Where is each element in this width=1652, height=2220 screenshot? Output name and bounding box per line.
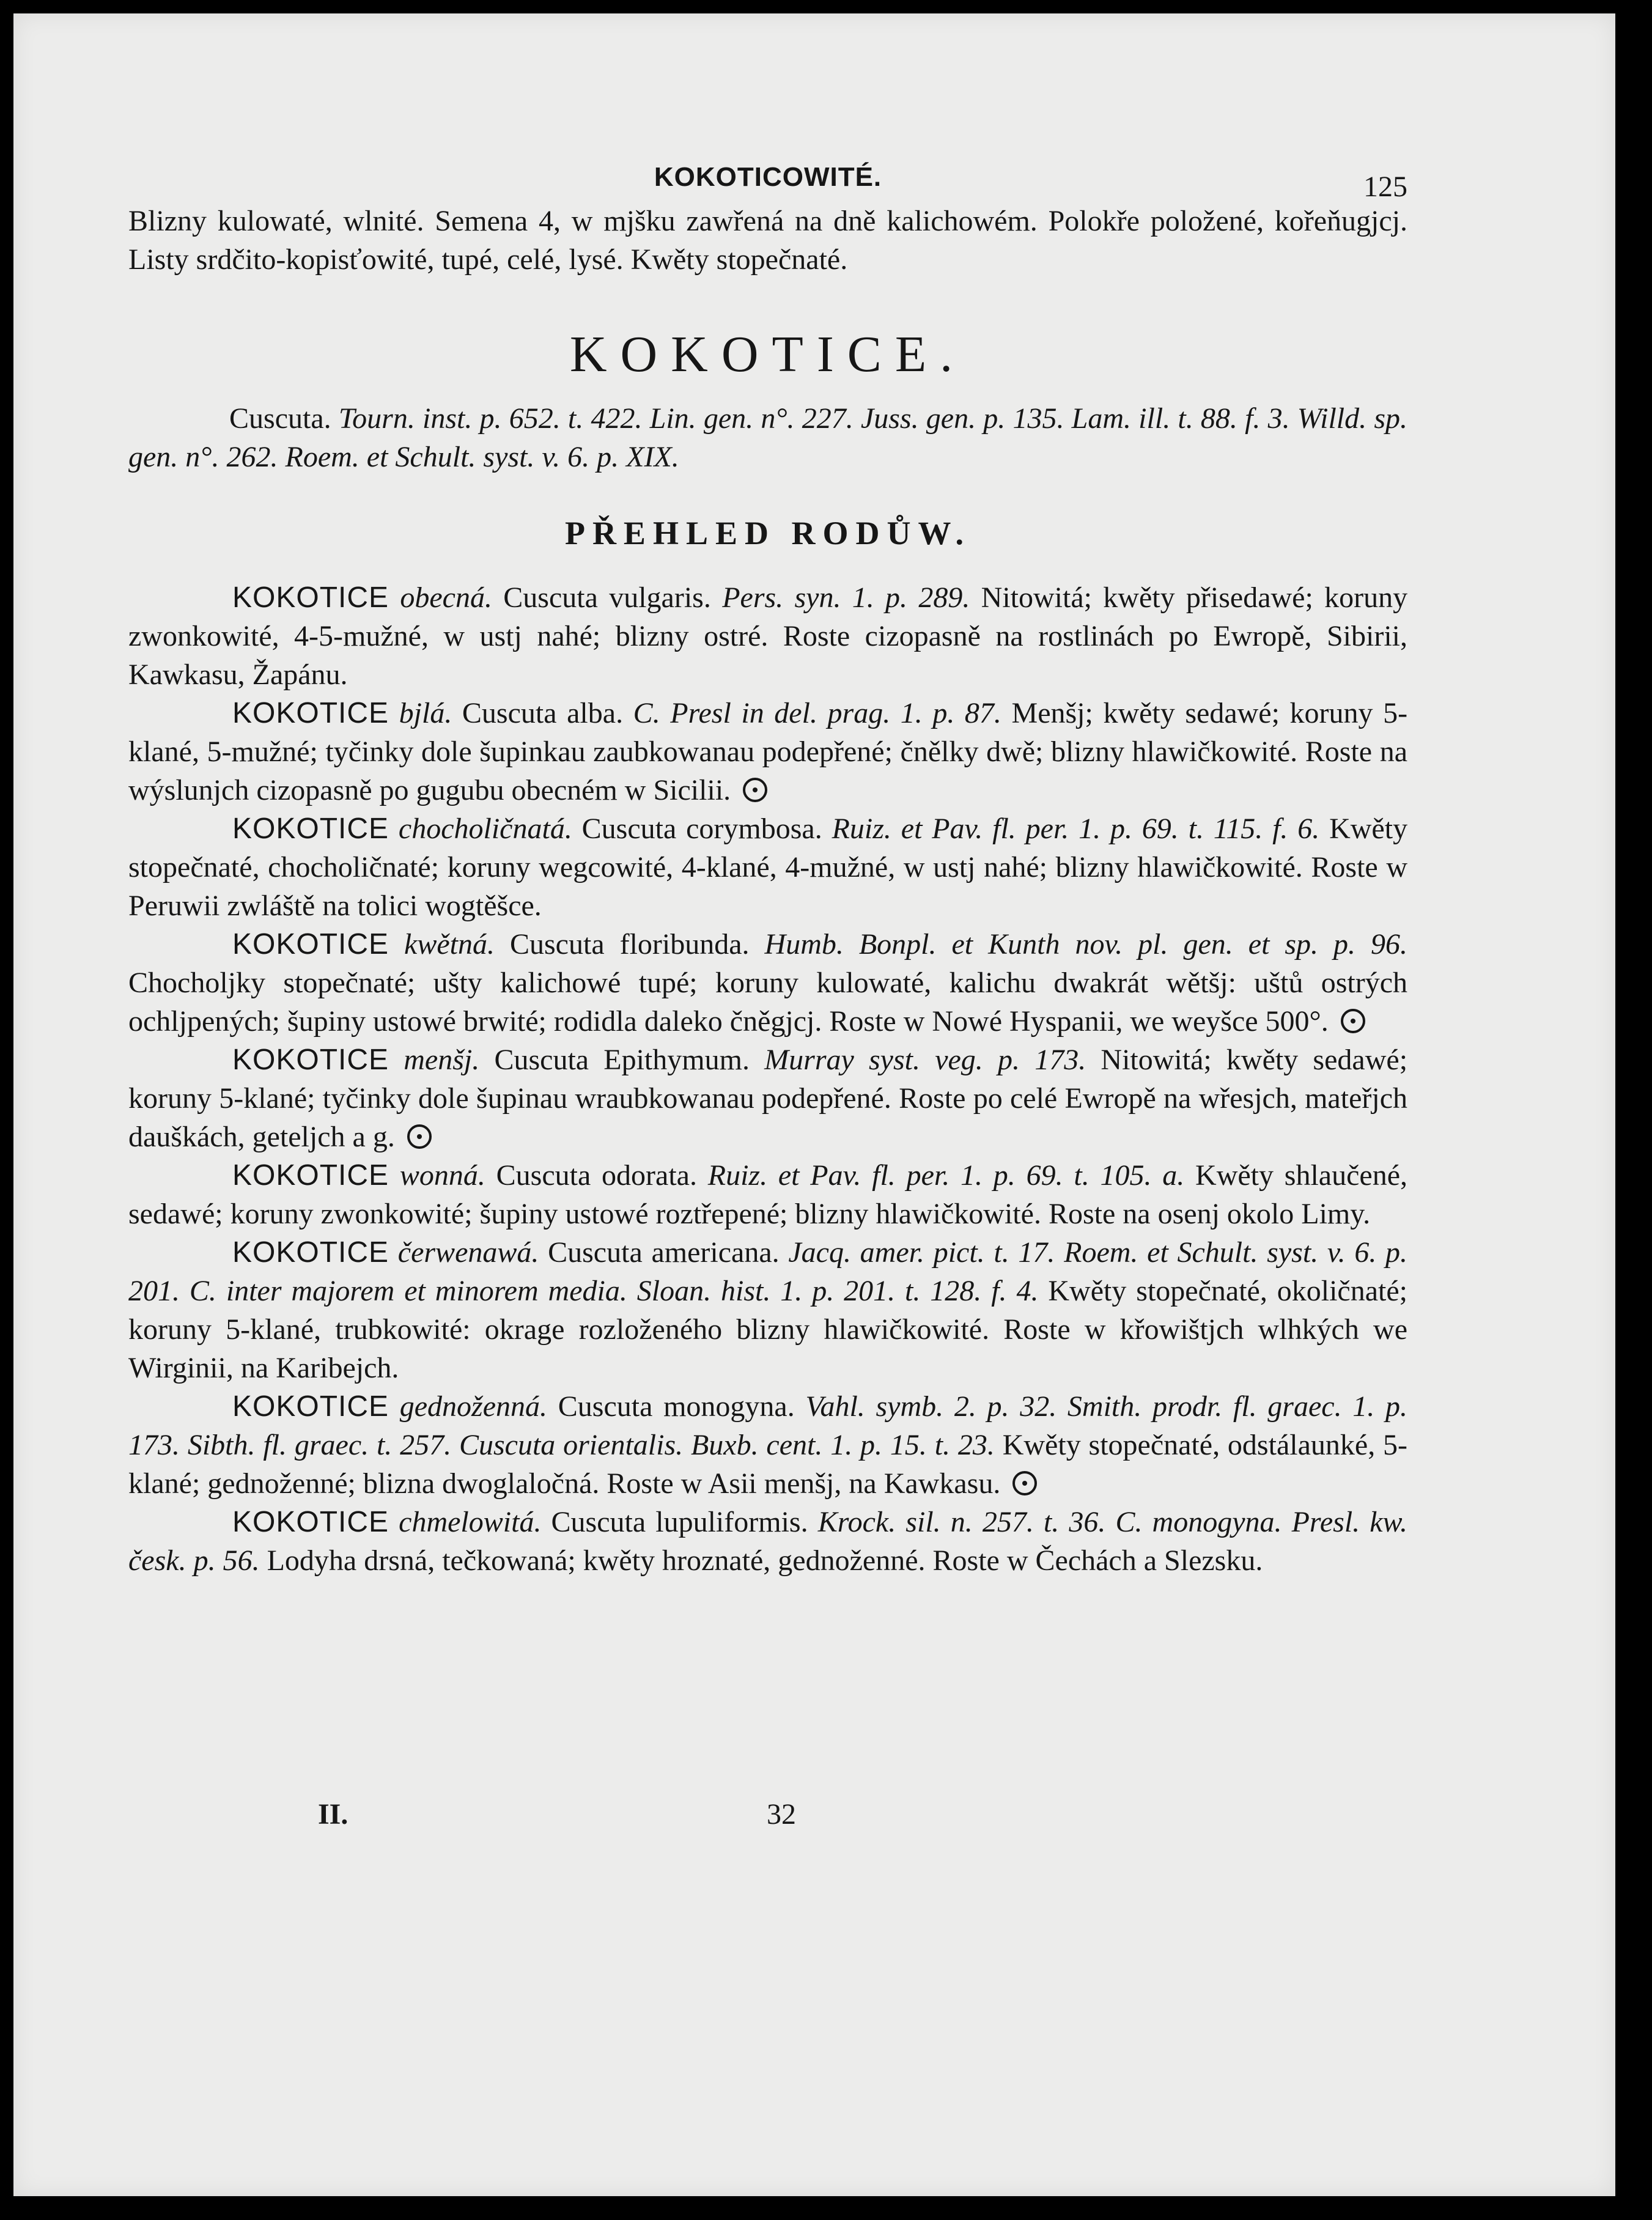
species-entry (128, 1233, 1407, 1387)
species-czech-name: chocholičnatá. (398, 813, 572, 845)
species-description: Kwěty shlaučené, sedawé; koruny zwonkowité; šupiny ustowé roztřepené; blizny hlawičkowité. Roste na osenj okolo Limy. (128, 1159, 1408, 1230)
running-title: KOKOTICOWITÉ. (654, 162, 882, 192)
species-entry (128, 809, 1407, 925)
species-citation: C. Presl in del. prag. 1. p. 87. (633, 697, 1001, 729)
book-page (13, 13, 1615, 2196)
species-description: Nitowitá; kwěty sedawé; koruny 5-klané; tyčinky dole šupinau wraubkowanau podepřené. Roste po celé Ewropě na wřesjch, mateřjch dauškách, geteljch a g. (128, 1044, 1408, 1153)
species-genus: KOKOTICE (232, 928, 389, 961)
overview-title: PŘEHLED RODŮW. (564, 515, 972, 551)
species-latin-name: Cuscuta alba. (462, 697, 624, 729)
species-latin-name: Cuscuta monogyna. (558, 1390, 795, 1423)
species-genus: KOKOTICE (232, 697, 389, 729)
species-latin-name: Cuscuta lupuliformis. (551, 1506, 808, 1538)
page-number: 125 (1363, 171, 1407, 203)
species-entry-list (128, 578, 1407, 1580)
species-citation: Vahl. symb. 2. p. 32. Smith. prodr. fl. graec. 1. p. 173. Sibth. fl. graec. t. 257. Cuscuta orientalis. Buxb. cent. 1. p. 15. t. 23. (128, 1390, 1407, 1461)
species-citation: Pers. syn. 1. p. 289. (722, 581, 970, 614)
species-latin-name: Cuscuta Epithymum. (494, 1044, 750, 1076)
species-latin-name: Cuscuta americana. (548, 1236, 780, 1269)
sheet-signature: II. (318, 1798, 348, 1831)
species-latin-name: Cuscuta vulgaris. (503, 581, 711, 614)
species-latin-name: Cuscuta floribunda. (509, 928, 750, 961)
species-entry (128, 1503, 1407, 1580)
species-latin-name: Cuscuta odorata. (496, 1159, 697, 1192)
species-czech-name: wonná. (399, 1159, 485, 1192)
species-czech-name: čerwenawá. (397, 1236, 539, 1269)
annual-plant-icon (1341, 1009, 1365, 1033)
species-latin-name: Cuscuta corymbosa. (581, 813, 822, 845)
species-entry (128, 1156, 1407, 1233)
species-entry (128, 925, 1407, 1041)
species-czech-name: obecná. (400, 581, 492, 614)
species-genus: KOKOTICE (232, 1236, 389, 1269)
species-description: Nitowitá; kwěty přisedawé; koruny zwonkowité, 4-5-mužné, w ustj nahé; blizny ostré. Roste cizopasně na rostlinách po Ewropě, Sibirii, Kawkasu, Žapánu. (128, 581, 1408, 691)
species-genus: KOKOTICE (232, 813, 389, 845)
species-czech-name: kwětná. (404, 928, 495, 961)
species-genus: KOKOTICE (232, 1044, 389, 1076)
species-citation: Krock. sil. n. 257. t. 36. C. monogyna. Presl. kw. česk. p. 56. (128, 1506, 1408, 1577)
running-head (128, 153, 1407, 202)
species-entry (128, 578, 1407, 694)
species-citation: Ruiz. et Pav. fl. per. 1. p. 69. t. 105. a. (707, 1159, 1185, 1192)
genus-reference-text: Tourn. inst. p. 652. t. 422. Lin. gen. n°. 227. Juss. gen. p. 135. Lam. ill. t. 88. f. 3. Willd. sp. gen. n°. 262. Roem. et Schult. syst. v. 6. p. XIX. (128, 402, 1408, 473)
species-genus: KOKOTICE (232, 1506, 389, 1538)
page-text-block (128, 153, 1407, 1580)
annual-plant-icon (743, 778, 767, 802)
species-entry (128, 1041, 1407, 1156)
genus-latin-name: Cuscuta. (229, 402, 331, 435)
species-czech-name: chmelowitá. (399, 1506, 542, 1538)
continued-paragraph: Blizny kulowaté, wlnité. Semena 4, w mjšku zawřená na dně kalichowém. Polokře položené, kořeňugjcj. Listy srdčito-kopisťowité, tupé, celé, lysé. Kwěty stopečnaté. (128, 205, 1407, 276)
species-citation: Murray syst. veg. p. 173. (764, 1044, 1086, 1076)
species-entry (128, 694, 1407, 809)
genus-references (128, 399, 1407, 476)
species-description: Chocholjky stopečnaté; ušty kalichowé tupé; koruny kulowaté, kalichu dwakrát wětšj: uštů ostrých ochljpených; šupiny ustowé brwité; rodidla daleko čněgjcj. Roste w Nowé Hyspanii, we weyšce 500°. (128, 967, 1407, 1038)
species-czech-name: gednoženná. (399, 1390, 548, 1423)
species-czech-name: menšj. (404, 1044, 480, 1076)
species-genus: KOKOTICE (232, 1390, 389, 1423)
species-citation: Ruiz. et Pav. fl. per. 1. p. 69. t. 115. f. 6. (832, 813, 1320, 845)
species-description: Kwěty stopečnaté, odstálaunké, 5-klané; gednoženné; blizna dwoglaločná. Roste w Asii menšj, na Kawkasu. (128, 1429, 1408, 1500)
species-czech-name: bjlá. (399, 697, 452, 729)
species-description: Menšj; kwěty sedawé; koruny 5-klané, 5-mužné; tyčinky dole šupinkau zaubkowanau podepřené; čnělky dwě; blizny hlawičkowité. Roste na wýslunjch cizopasně po gugubu obecném w Sicilii. (128, 697, 1408, 806)
genus-title: KOKOTICE. (569, 326, 967, 383)
species-entry (128, 1387, 1407, 1503)
species-genus: KOKOTICE (232, 581, 389, 614)
species-citation: Humb. Bonpl. et Kunth nov. pl. gen. et sp. p. 96. (764, 928, 1408, 961)
species-description: Kwěty stopečnaté, chocholičnaté; koruny wegcowité, 4-klané, 4-mužné, w ustj nahé; blizny hlawičkowité. Roste w Peruwii zwláště na tolici wogtěšce. (128, 813, 1408, 922)
annual-plant-icon (1012, 1471, 1037, 1495)
species-description: Kwěty stopečnaté, okoličnaté; koruny 5-klané, trubkowité: okrage rozloženého blizny hlawičkowité. Roste w křowištjch wlhkých we Wirginii, na Karibejch. (128, 1275, 1408, 1384)
sheet-number: 32 (767, 1798, 796, 1831)
species-citation: Jacq. amer. pict. t. 17. Roem. et Schult. syst. v. 6. p. 201. C. inter majorem et minorem media. Sloan. hist. 1. p. 201. t. 128. f. 4. (128, 1236, 1408, 1307)
species-genus: KOKOTICE (232, 1159, 389, 1192)
annual-plant-icon (407, 1124, 432, 1149)
species-description: Lodyha drsná, tečkowaná; kwěty hroznaté, gednoženné. Roste w Čechách a Slezsku. (267, 1544, 1263, 1577)
